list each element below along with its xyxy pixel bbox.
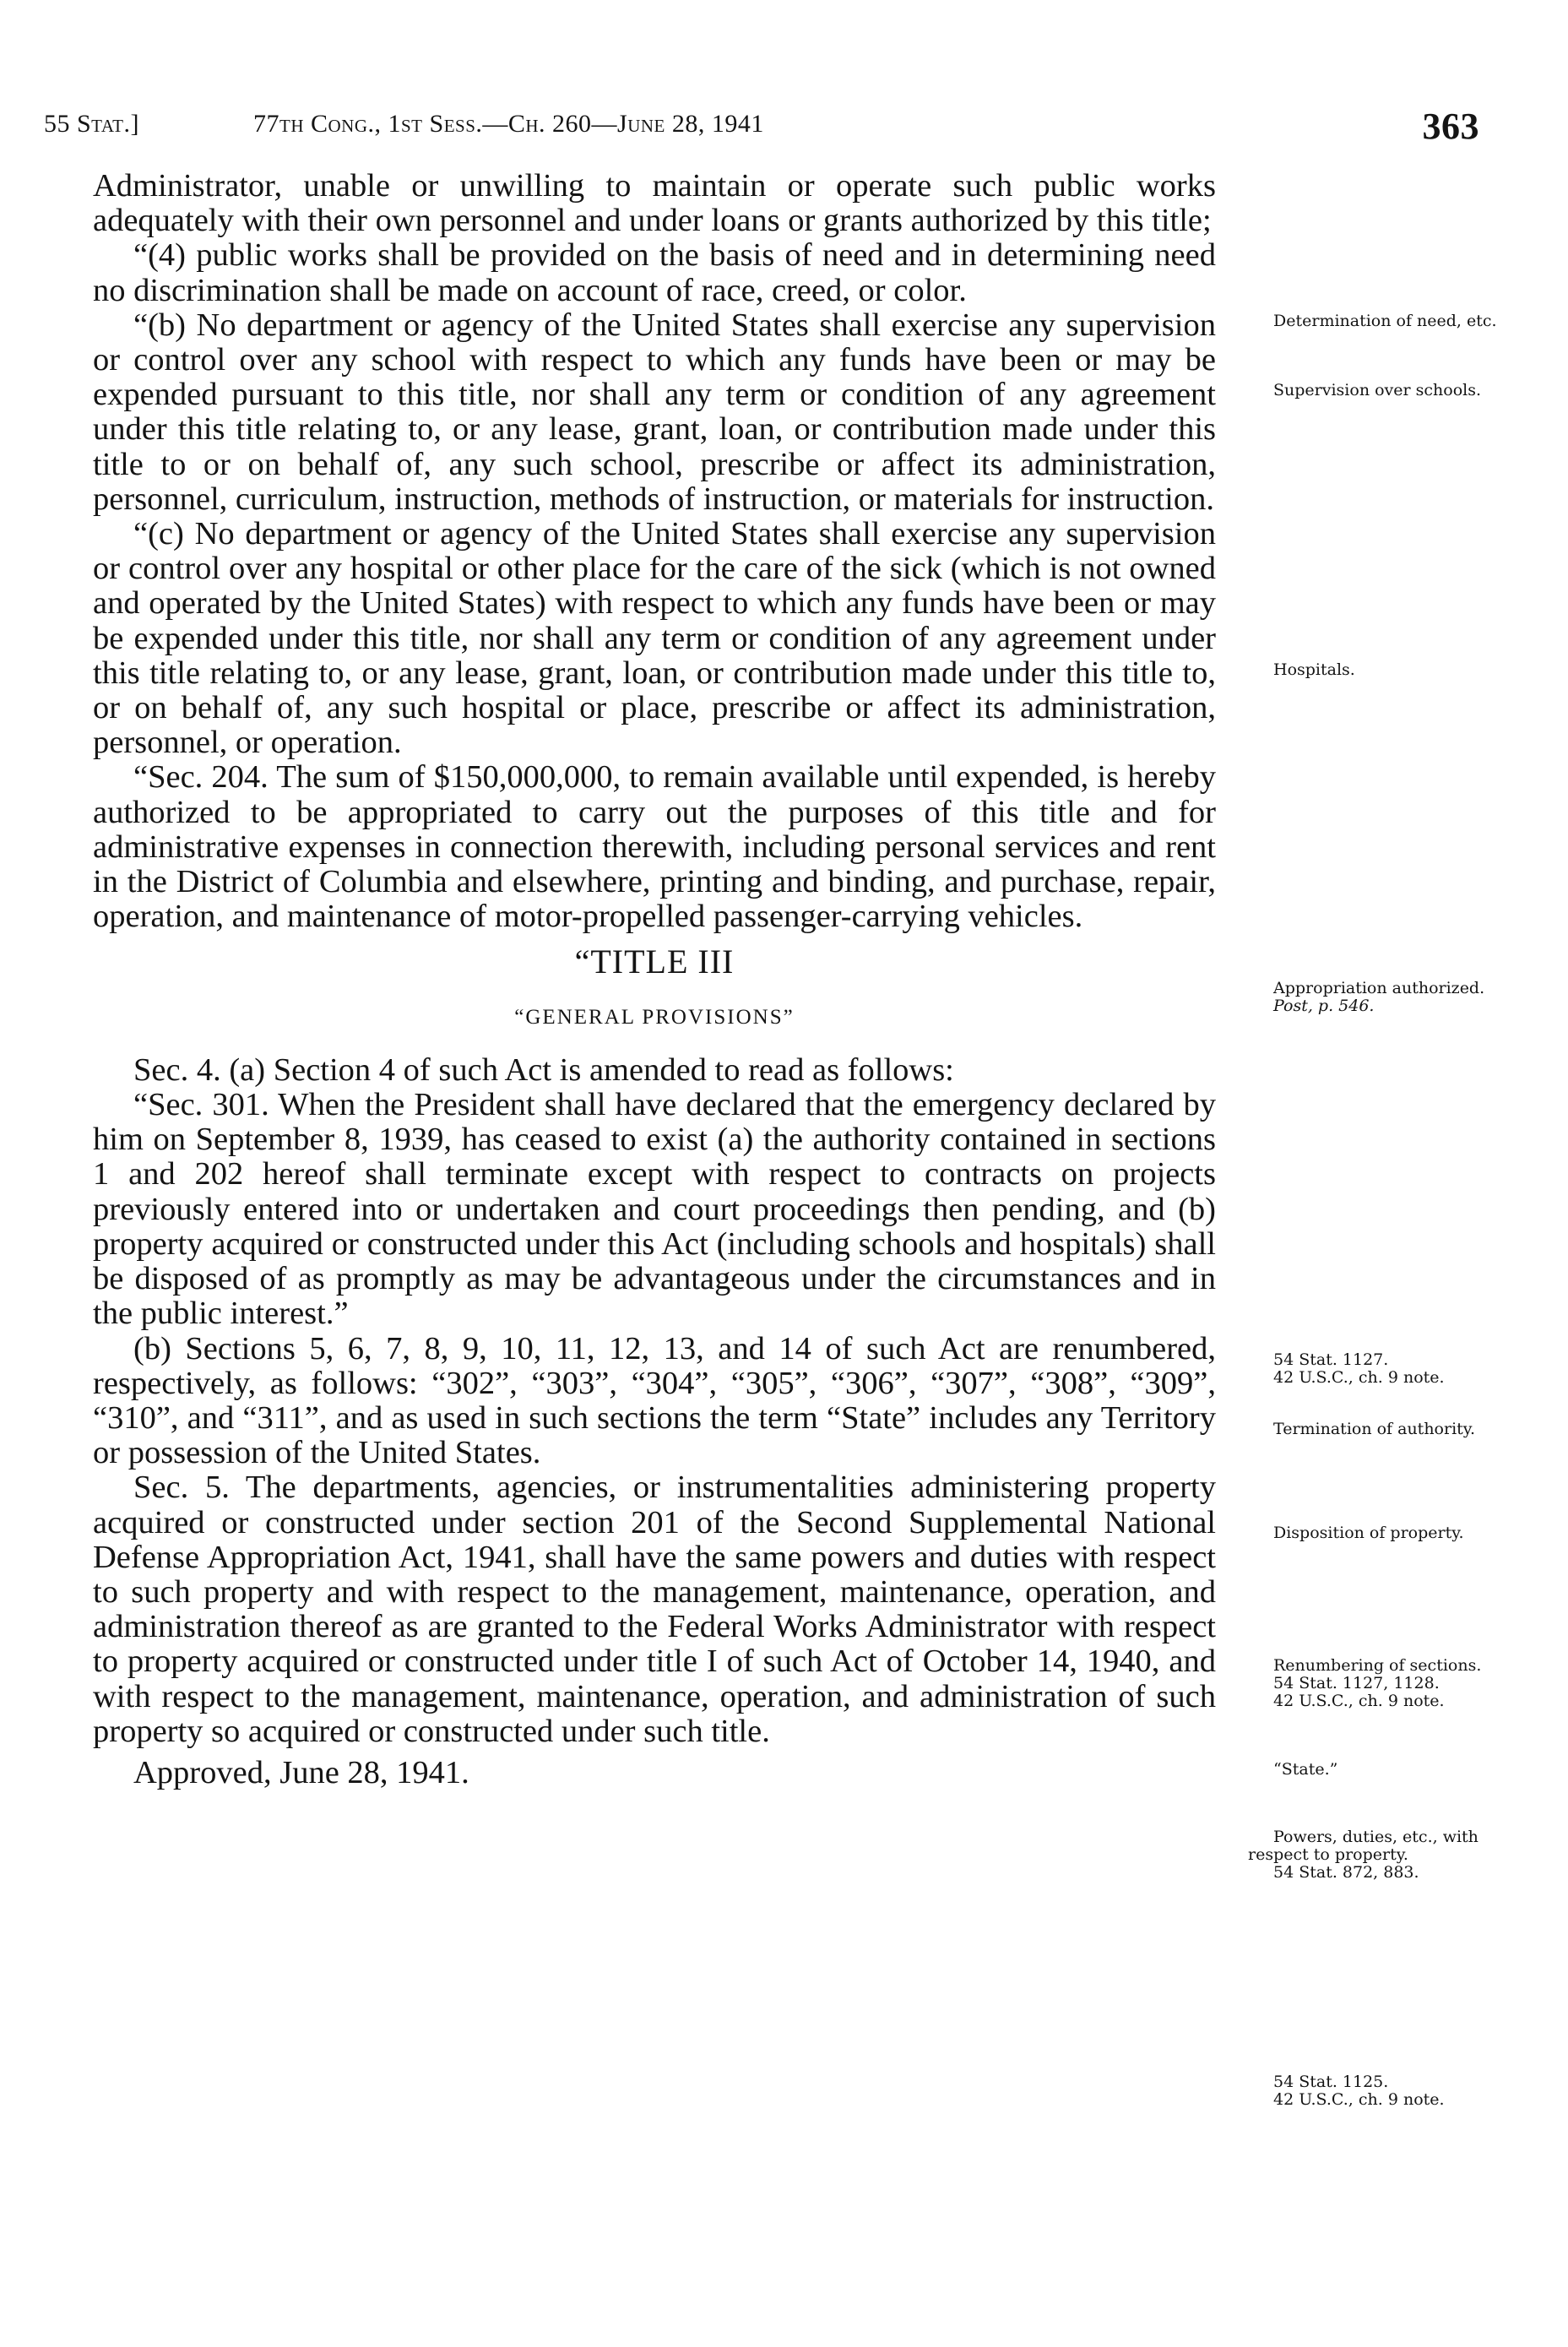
margin-note-disposition: Disposition of property. bbox=[1273, 1524, 1464, 1542]
paragraph-hospitals: “(c) No department or agency of the United States shall exercise any supervision or control over any hospital or other place for the care of the sick (which is not owned and operated by the United States) with respect to which any funds have been or may be expended under this title, nor shall any term or condition of any agreement under this title relating to, or any lease, grant, loan, or contribution made under this title to, or on behalf of, any such hospital or place, prescribe or affect its administration, personnel, or operation. bbox=[93, 516, 1216, 761]
paragraph-administrator: Administrator, unable or unwilling to maintain or operate such public works adequately with their own personnel and under loans or grants authorized by this title; bbox=[93, 168, 1216, 239]
margin-note-stat-1127: 54 Stat. 1127. 42 U.S.C., ch. 9 note. bbox=[1273, 1350, 1445, 1387]
running-head bbox=[44, 106, 1479, 147]
margin-note-supervision: Supervision over schools. bbox=[1273, 381, 1482, 399]
statute-volume: 55 Stat.] bbox=[44, 110, 139, 138]
margin-note-hospitals: Hospitals. bbox=[1273, 660, 1355, 679]
margin-note-termination: Termination of authority. bbox=[1273, 1420, 1476, 1438]
statute-body bbox=[93, 169, 1216, 1790]
paragraph-section-5: Sec. 5. The departments, agencies, or instrumentalities administering property acquired or constructed under section 201 of the Second Supplemental National Defense Appropriation Act, 1941, shall have the same powers and duties with respect to such property and with respect to the management, maintenance, operation, and administration thereof as are granted to the Federal Works Administrator with respect to property acquired or constructed under title I of such Act of October 14, 1940, and with respect to the management, maintenance, operation, and administration of such property so acquired or constructed under such title. bbox=[93, 1470, 1216, 1749]
approval-line: Approved, June 28, 1941. bbox=[133, 1754, 469, 1790]
margin-note-state: “State.” bbox=[1273, 1760, 1338, 1779]
page-number: 363 bbox=[1422, 106, 1479, 147]
paragraph-supervision-schools: “(b) No department or agency of the United States shall exercise any supervision or control over any school with respect to which any funds have been or may be expended pursuant to this title, nor shall any term or condition of any agreement under this title relating to, or any lease, grant, loan, or contribution made under this title to or on behalf of, any such school, prescribe or affect its administration, personnel, curriculum, instruction, methods of instruction, or materials for instruction. bbox=[93, 307, 1216, 517]
general-provisions-heading: “GENERAL PROVISIONS” bbox=[514, 1005, 795, 1029]
margin-note-determination: Determination of need, etc. bbox=[1273, 312, 1497, 330]
paragraph-section-4a: Sec. 4. (a) Section 4 of such Act is amended to read as follows: bbox=[133, 1051, 954, 1088]
paragraph-renumbering: (b) Sections 5, 6, 7, 8, 9, 10, 11, 12, 13, and 14 of such Act are renumbered, respectively, as follows: “302”, “303”, “304”, “305”, “306”, “307”, “308”, “309”, “310”, and “311”, and as used in such sections the term “State” includes any Territory or possession of the United States. bbox=[93, 1330, 1216, 1471]
margin-note-appropriation: Appropriation authorized. Post, p. 546. bbox=[1273, 979, 1485, 1015]
margin-note-stat-1125: 54 Stat. 1125. 42 U.S.C., ch. 9 note. bbox=[1273, 2073, 1445, 2109]
paragraph-need-determination: “(4) public works shall be provided on the basis of need and in determining need no discrimination shall be made on account of race, creed, or color. bbox=[93, 237, 1216, 308]
title-iii-heading: “TITLE III bbox=[574, 943, 735, 981]
session-chapter-date: 77th Cong., 1st Sess.—Ch. 260—June 28, 1941 bbox=[253, 110, 764, 138]
paragraph-section-301: “Sec. 301. When the President shall have declared that the emergency declared by him on September 8, 1939, has ceased to exist (a) the authority contained in sections 1 and 202 hereof shall terminate except with respect to contracts on projects previously entered into or undertaken and court proceedings then pending, and (b) property acquired or constructed under this Act (including schools and hospitals) shall be disposed of as promptly as may be advantageous under the circumstances and in the public interest.” bbox=[93, 1087, 1216, 1332]
margin-note-renumbering: Renumbering of sections. 54 Stat. 1127, 1128. 42 U.S.C., ch. 9 note. bbox=[1273, 1656, 1482, 1710]
paragraph-section-204: “Sec. 204. The sum of $150,000,000, to remain available until expended, is hereby authorized to be appropriated to carry out the purposes of this title and for administrative expenses in connection therewith, including personal services and rent in the District of Columbia and elsewhere, printing and binding, and purchase, repair, operation, and maintenance of motor-propelled passenger-carrying vehicles. bbox=[93, 759, 1216, 935]
margin-note-powers: Powers, duties, etc., with respect to property. 54 Stat. 872, 883. bbox=[1248, 1828, 1478, 1882]
